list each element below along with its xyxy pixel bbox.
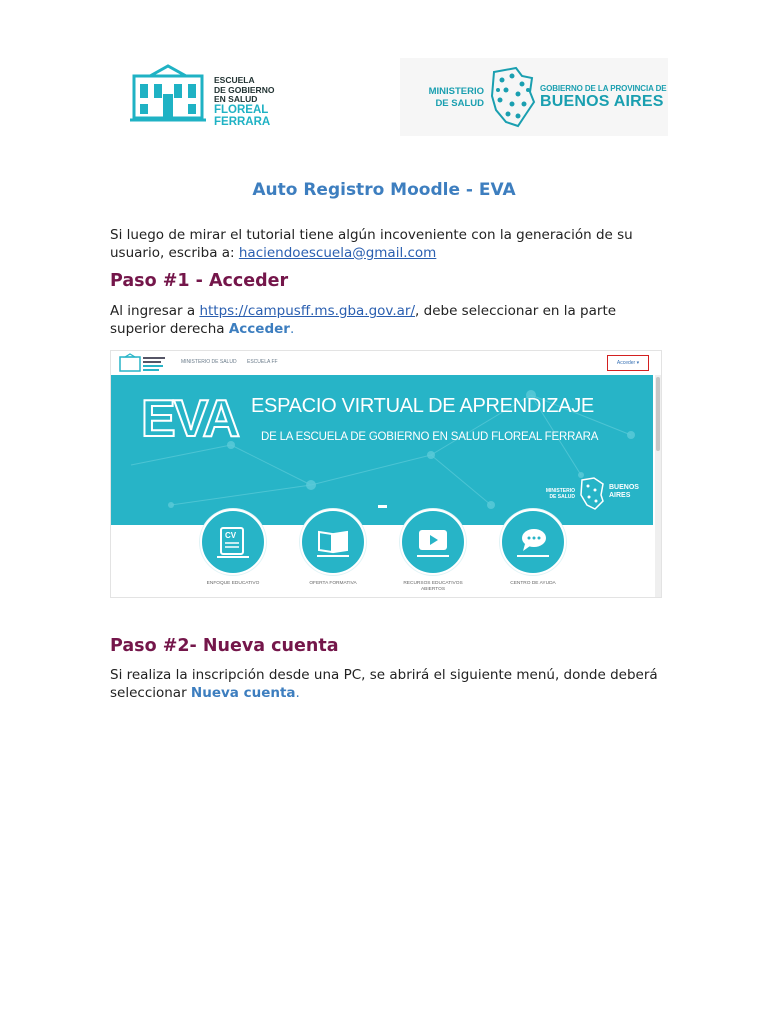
eva-logo-text: EVA bbox=[141, 390, 239, 448]
acceder-button[interactable]: Acceder ▾ bbox=[607, 355, 649, 371]
item-enfoque[interactable] bbox=[193, 509, 273, 587]
step1-text: Al ingresar a bbox=[110, 303, 200, 319]
banner-ministry: MINISTERIO DE SALUD bbox=[545, 488, 575, 500]
nav-school[interactable]: ESCUELA FF bbox=[247, 359, 278, 365]
banner-gov: BUENOS AIRES bbox=[609, 484, 639, 499]
logo-text-line: DE GOBIERNO bbox=[214, 85, 275, 95]
logo-text-line: FLOREAL bbox=[214, 104, 269, 116]
eva-screenshot bbox=[110, 350, 662, 598]
slider-indicator[interactable] bbox=[378, 505, 387, 508]
province-map-icon bbox=[488, 66, 536, 130]
nav-ministry[interactable]: MINISTERIO DE SALUD bbox=[181, 359, 237, 365]
item-label: ENFOQUE EDUCATIVO bbox=[206, 581, 260, 586]
ministerio-logo bbox=[400, 58, 668, 136]
support-email-link[interactable]: haciendoescuela@gmail.com bbox=[238, 244, 437, 261]
gov-line: BUENOS AIRES bbox=[540, 93, 664, 110]
building-icon bbox=[130, 64, 206, 122]
nueva-cuenta-highlight: Nueva cuenta bbox=[190, 684, 296, 701]
step1-text: , debe seleccionar en la parte superior derecha bbox=[110, 303, 617, 337]
screenshot-scroll-thumb[interactable] bbox=[656, 377, 660, 451]
screenshot-topbar bbox=[111, 351, 659, 375]
step1-paragraph bbox=[110, 303, 670, 338]
play-icon bbox=[415, 524, 451, 560]
campus-link[interactable]: https://campusff.ms.gba.gov.ar/ bbox=[199, 303, 416, 319]
item-recursos[interactable] bbox=[393, 509, 473, 593]
intro-text: Si luego de mirar el tutorial tiene algún incoveniente con la generación de su usuario, escriba a: bbox=[110, 227, 633, 261]
item-circle bbox=[200, 509, 266, 575]
cv-icon bbox=[215, 524, 251, 560]
banner-subtitle: DE LA ESCUELA DE GOBIERNO EN SALUD FLOREAL FERRARA bbox=[261, 431, 599, 443]
intro-paragraph bbox=[110, 227, 670, 262]
eva-banner bbox=[111, 375, 653, 525]
gov-line: GOBIERNO DE LA PROVINCIA DE bbox=[540, 84, 667, 93]
book-icon bbox=[315, 524, 351, 560]
step2-paragraph bbox=[110, 667, 670, 702]
logo-text-line: EN SALUD bbox=[214, 94, 258, 104]
small-escuela-logo-icon bbox=[119, 353, 169, 373]
chat-icon bbox=[515, 524, 551, 560]
item-label: RECURSOS EDUCATIVOS ABIERTOS bbox=[403, 581, 463, 592]
step1-heading: Paso #1 - Acceder bbox=[110, 271, 289, 291]
logo-text-line: FERRARA bbox=[214, 116, 271, 128]
escuela-logo bbox=[130, 64, 280, 126]
step2-heading: Paso #2- Nueva cuenta bbox=[110, 636, 339, 656]
banner-province-icon bbox=[579, 477, 605, 511]
item-label: OFERTA FORMATIVA bbox=[309, 581, 357, 586]
page-title: Auto Registro Moodle - EVA bbox=[252, 180, 516, 200]
item-circle bbox=[500, 509, 566, 575]
ministry-line: DE SALUD bbox=[435, 98, 484, 109]
step1-period: . bbox=[289, 320, 295, 337]
acceder-highlight: Acceder bbox=[228, 320, 290, 337]
item-ayuda[interactable] bbox=[493, 509, 573, 587]
banner-title: ESPACIO VIRTUAL DE APRENDIZAJE bbox=[251, 395, 594, 417]
step2-text: Si realiza la inscripción desde una PC, se abrirá el siguiente menú, donde deberá seleccionar bbox=[110, 667, 658, 701]
step2-period: . bbox=[295, 684, 300, 701]
item-label: CENTRO DE AYUDA bbox=[510, 581, 556, 586]
ministry-line: MINISTERIO bbox=[428, 86, 484, 97]
logo-text-line: ESCUELA bbox=[214, 75, 255, 85]
item-circle bbox=[400, 509, 466, 575]
svg-text:CV: CV bbox=[225, 531, 237, 540]
item-oferta[interactable] bbox=[293, 509, 373, 587]
item-circle bbox=[300, 509, 366, 575]
